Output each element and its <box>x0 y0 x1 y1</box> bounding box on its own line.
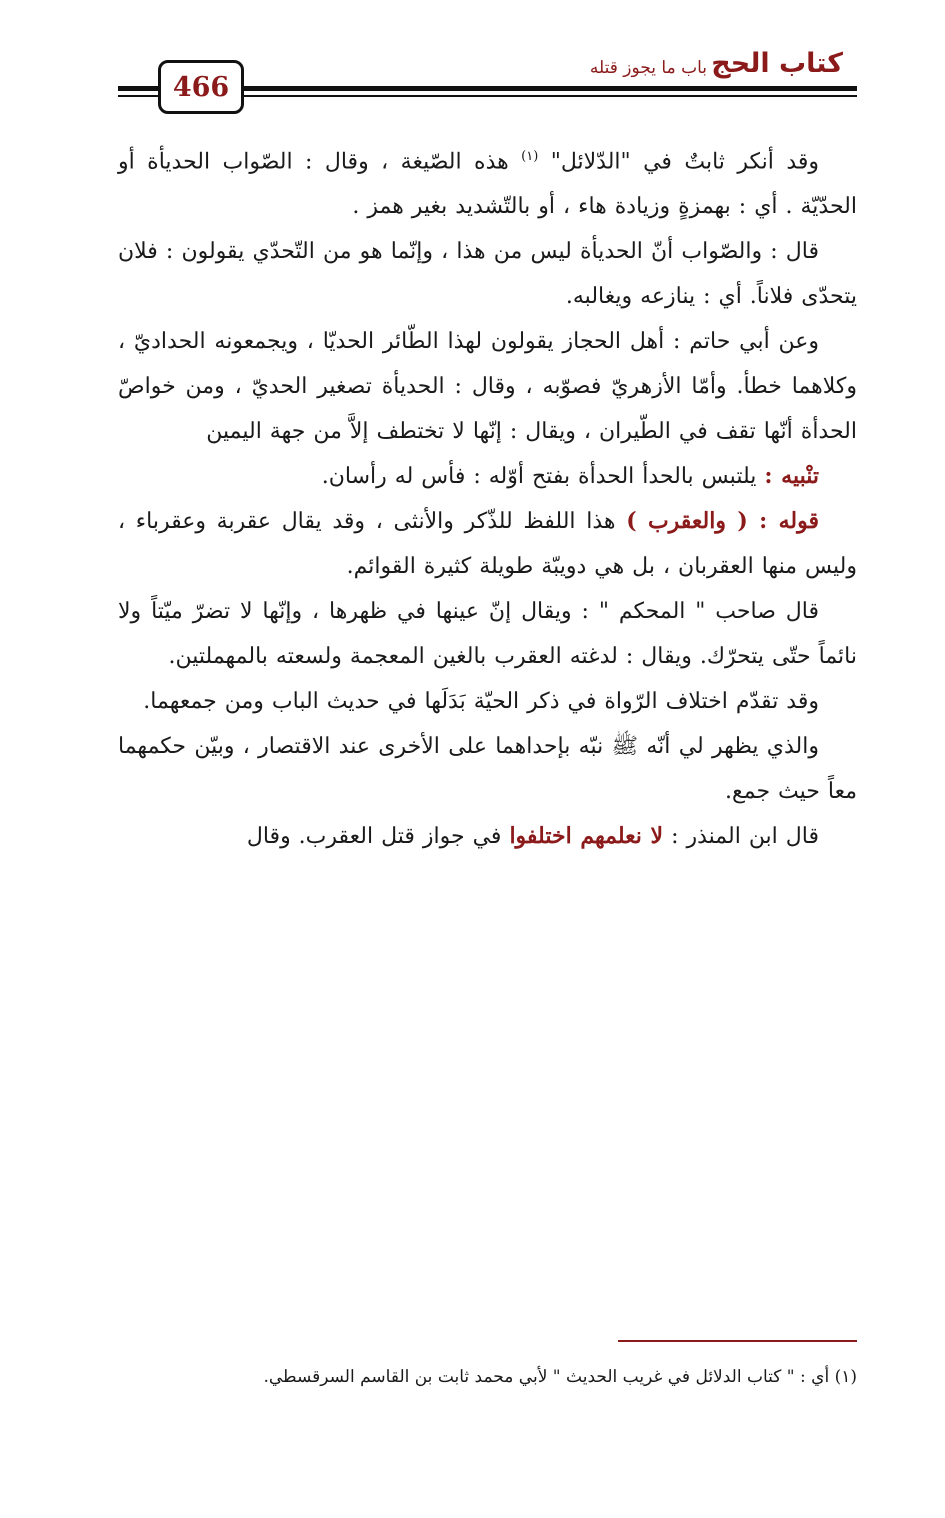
highlighted-phrase: قوله : ( والعقرب ) <box>626 508 819 535</box>
highlighted-phrase: لا نعلمهم اختلفوا <box>509 823 664 850</box>
paragraph <box>118 679 857 724</box>
paragraph <box>118 724 857 814</box>
paragraph <box>118 499 857 589</box>
text-run: وقد تقدّم اختلاف الرّواة في ذكر الحيّة بَدَلَها في حديث الباب ومن جمعهما. <box>143 689 819 715</box>
paragraph <box>118 319 857 454</box>
highlighted-phrase: تنْبيه : <box>764 463 819 490</box>
page-header <box>0 0 945 130</box>
paragraph <box>118 134 857 229</box>
main-text <box>118 134 857 859</box>
text-run: والذي يظهر لي أنّه ﷺ نبّه بإحداهما على الأخرى عند الاقتصار ، وبيّن حكمهما معاً حيث جمع. <box>118 734 857 805</box>
book-title: كتاب الحج <box>711 48 843 79</box>
text-run: قال : والصّواب أنّ الحديأة ليس من هذا ، وإنّما هو من التّحدّي يقولون : فلان يتحدّى فلاناً. أي : ينازعه ويغالبه. <box>118 239 857 310</box>
text-run: وعن أبي حاتم : أهل الحجاز يقولون لهذا الطّائر الحديّا ، ويجمعونه الحداديّ ، وكلاهما خطأ. وأمّا الأزهريّ فصوّبه ، وقال : الحديأة تصغير الحديّ ، ومن خواصّ الحدأة أنّها تقف في الطّيران ، ويقال : إنّها لا تختطف إلاَّ من جهة اليمين <box>118 329 857 445</box>
text-run: هذه الصّيغة ، وقال : الصّواب الحديأة أو الحدّيّة . أي : بهمزةٍ وزيادة هاء ، أو بالتّشديد بغير همز . <box>118 149 857 220</box>
text-run: يلتبس بالحدأ الحدأة بفتح أوّله : فأس له رأسان. <box>321 464 765 490</box>
footnote-separator <box>618 1340 857 1342</box>
text-run: قال صاحب " المحكم " : ويقال إنّ عينها في ظهرها ، وإنّها لا تضرّ ميّتاً ولا نائماً حتّى يتحرّك. ويقال : لدغته العقرب بالغين المعجمة ولسعته بالمهملتين. <box>118 599 857 670</box>
paragraph <box>118 589 857 679</box>
paragraph <box>118 454 857 499</box>
paragraph <box>118 229 857 319</box>
chapter-title: باب ما يجوز قتله <box>589 58 707 78</box>
page-number: 466 <box>158 60 244 114</box>
text-run: في جواز قتل العقرب. وقال <box>246 824 510 850</box>
paragraph <box>118 814 857 859</box>
text-run: وقد أنكر ثابتٌ في "الدّلائل" <box>538 149 820 175</box>
footnote: (١) أي : " كتاب الدلائل في غريب الحديث " لأبي محمد ثابت بن القاسم السرقسطي. <box>263 1367 857 1387</box>
text-run: قال ابن المنذر : <box>663 824 819 850</box>
footnote-ref: (١) <box>521 149 539 164</box>
text-run: هذا اللفظ للذّكر والأنثى ، وقد يقال عقربة وعقرباء ، وليس منها العقربان ، بل هي دويبّة طويلة كثيرة القوائم. <box>118 509 857 580</box>
